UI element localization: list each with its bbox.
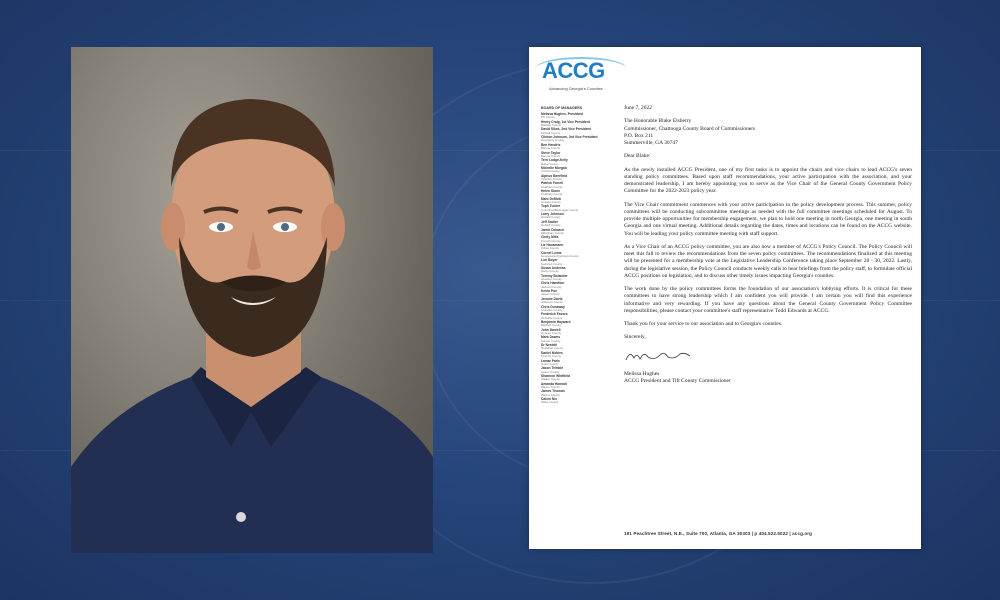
board-member-name: Chris Dunaway — [541, 304, 565, 309]
board-member-county: Mitchell County — [541, 323, 561, 328]
recipient-line: P.O. Box 211 — [624, 132, 654, 139]
board-member-name: Steve Taylor — [541, 150, 561, 155]
board-member-county: Sumter County — [541, 338, 561, 343]
signer-block — [624, 371, 912, 386]
portrait-illustration — [71, 47, 433, 553]
board-member — [541, 144, 616, 150]
board-member — [541, 221, 616, 227]
board-member — [541, 367, 616, 373]
board-member-name: Michelle Morgan — [541, 165, 567, 170]
board-member — [541, 236, 616, 242]
board-member-name: Larry Johnson — [541, 212, 564, 217]
board-member-name: Patrick Farrell — [541, 181, 563, 186]
board-member — [541, 128, 616, 134]
board-member — [541, 259, 616, 265]
logo-tagline: Advancing Georgia's Counties — [549, 86, 603, 91]
board-member-name: Frederick Favors — [541, 312, 568, 317]
board-member-name: Cornel Lewis — [541, 250, 562, 255]
paragraph: The work done by the policy committees forms the foundation of our association's lobbying efforts. It is critical for these committees to have strong leadership which I am confident you will provide. I am certain you will find this experience informative and very rewarding. If you have any questions about the General County Government Policy Committee responsibilities, please contact your committee's staff representative Todd Edwards at ACCG. — [624, 286, 912, 314]
board-member — [541, 375, 616, 381]
board-title: BOARD OF MANAGERS — [541, 106, 583, 110]
board-member-county: McDuffie County — [541, 315, 563, 320]
board-member-name: Terri Lodge-Kelly — [541, 158, 568, 163]
board-member-name: Jamie Deloach — [541, 227, 565, 232]
board-member — [541, 175, 616, 181]
letter-footer: 191 Peachtree Street, N.E., Suite 700, Atlanta, GA 30303 | p 404.522.5022 | accg.org — [624, 531, 813, 536]
board-member-name: Helen Stone — [541, 189, 561, 194]
board-member-county: Jackson County — [541, 284, 562, 289]
board-member-name: Chris Hamilton — [541, 281, 565, 286]
paragraph: Thank you for your service to our association and to Georgia's counties. — [624, 321, 783, 327]
board-member-county: Toombs County — [541, 354, 562, 359]
board-member-name: Cindy Mills — [541, 235, 559, 240]
portrait-photo — [71, 47, 433, 553]
board-member — [541, 190, 616, 196]
board-member-name: Melissa Hughes, President — [541, 112, 583, 116]
board-member-county: Lowndes County — [541, 307, 563, 312]
board-member-county: Baldwin County — [541, 123, 562, 127]
board-member-county: Carroll County — [541, 169, 560, 174]
board-member-county: Chatham County — [541, 184, 563, 189]
board-member-name: Toph Tucker — [541, 204, 561, 209]
letter-date: June 7, 2022 — [624, 105, 652, 111]
board-member-name: Calvin Nix — [541, 397, 557, 402]
board-member-county: Jefferson County — [541, 300, 563, 305]
paragraph: As a Vice Chair of an ACCG policy committee, you are also now a member of ACCG's Policy Council. The Policy Council will meet this fall to review the recommendations from the seven policy committees. The recommendations finalized at this meeting will be presented for a membership vote at the Legislative Leadership Conference taking place September 28 - 30, 2022. Lastly, during the legislative session, the Policy Council conducts weekly calls to hear briefings from the policy staff, to formulate official ACCG positions on legislation, and to discuss other timely issues impacting Georgia's counties. — [624, 243, 912, 279]
board-member-county: Rockdale County — [541, 346, 564, 351]
board-member-county: Barrow County — [541, 153, 561, 158]
board-member-name: David Sikes, 2nd Vice President — [541, 127, 591, 132]
board-member-name: Lori Boyer — [541, 258, 558, 263]
board-member-name: Dr Nesbitt — [541, 343, 557, 348]
accg-logo — [542, 58, 605, 84]
board-member-name: Lamar Paris — [541, 358, 560, 363]
board-member — [541, 167, 616, 173]
board-member-county: Houston County — [541, 277, 562, 282]
board-member-county: Bartow County — [541, 146, 560, 151]
closing: Sincerely, — [624, 334, 646, 341]
board-member-county: Effingham County — [541, 230, 564, 235]
board-member-name: Shannon Whitfield — [541, 373, 570, 378]
recipient-line: Summerville, GA 30747 — [624, 140, 678, 146]
board-member-county: Wayne County — [541, 392, 560, 397]
recipient-line: The Honorable Blake Elsberry — [624, 118, 692, 125]
board-member-name: Jerome Davis — [541, 296, 563, 301]
board-member — [541, 383, 616, 389]
board-member-county: Upson County — [541, 369, 560, 374]
board-list — [541, 113, 616, 404]
board-member-county: Burke County — [541, 161, 559, 166]
board-member-name: Clinton Johnson, 3rd Vice President — [541, 135, 598, 140]
board-member — [541, 344, 616, 350]
board-of-managers — [541, 106, 616, 406]
board-member-county: Walker County — [541, 377, 560, 382]
board-member — [541, 152, 616, 158]
board-member-county: Forsyth County — [541, 238, 561, 243]
board-member-name: Jeff Sadler — [541, 219, 558, 224]
board-member-name: Marc DeMott — [541, 196, 561, 201]
board-member-county: Gwinnett County — [541, 261, 563, 266]
board-member — [541, 267, 616, 273]
board-member — [541, 390, 616, 396]
board-member-name: Henry Craig, 1st Vice President — [541, 119, 590, 124]
board-member-county: Fulton County — [541, 246, 559, 251]
paragraph: The Vice Chair commitment commences with your active participation in the policy development process. This summer, policy committees will be conducting subcommittee meetings as needed with the full committee meetings scheduled for August. To provide multiple opportunities for membership engagement, we plan to hold one meeting in north Georgia, one meeting in south Georgia and one virtual meeting. Additional details regarding the dates, times and locations can be found on the ACCG website. You will be leading your policy committee meeting with staff support. — [624, 201, 912, 237]
board-member-county: DeKalb County — [541, 215, 561, 220]
board-member-county: Georgetown/Quitman County — [541, 253, 579, 258]
logo-text: ACCG — [542, 58, 605, 83]
signature-image — [624, 348, 912, 367]
board-member — [541, 306, 616, 312]
salutation: Dear Blake: — [624, 153, 651, 160]
board-member — [541, 298, 616, 304]
board-member-name: Alphus Beerfield — [541, 173, 568, 178]
board-member — [541, 360, 616, 366]
board-member-county: White County — [541, 400, 559, 405]
board-member-name: Benjamin Hayward — [541, 319, 571, 324]
board-member — [541, 182, 616, 188]
signer-name: Melissa Hughes — [624, 370, 660, 377]
board-member-name: Liz Hausmann — [541, 242, 564, 247]
board-member — [541, 398, 616, 404]
board-member — [541, 336, 616, 342]
board-member-county: Union County — [541, 361, 559, 366]
board-member — [541, 275, 616, 281]
recipient-line: Commissioner, Chattooga County Board of Commissioners — [624, 125, 756, 132]
board-member — [541, 121, 616, 127]
board-member-name: Kevin Poe — [541, 289, 557, 294]
board-member — [541, 321, 616, 327]
board-member-county: Tift County — [541, 115, 555, 120]
board-member-name: Ben Hendrix — [541, 142, 561, 147]
board-member-name: John Daniell — [541, 327, 561, 332]
board-member — [541, 205, 616, 211]
board-member — [541, 159, 616, 165]
board-member — [541, 290, 616, 296]
board-member — [541, 329, 616, 335]
board-member — [541, 244, 616, 250]
board-member-county: Tattnall County — [541, 130, 561, 135]
signer-title: ACCG President and Tift County Commissioner — [624, 378, 731, 384]
board-member-county: Wayne County — [541, 384, 560, 389]
board-member — [541, 113, 616, 119]
board-member-county: Dougherty County — [541, 138, 565, 143]
board-member-county: Columbus/Muscogee County — [541, 207, 579, 212]
board-member — [541, 252, 616, 258]
board-member — [541, 213, 616, 219]
board-member-name: Daniel Nobles — [541, 350, 563, 355]
board-member-county: Coweta County — [541, 200, 561, 205]
board-member — [541, 198, 616, 204]
board-member-county: DeKalb County — [541, 223, 561, 228]
board-member-name: Mark Dawes — [541, 335, 561, 340]
board-member-name: Tommy Bolander — [541, 273, 568, 278]
board-member — [541, 313, 616, 319]
board-member-name: Jason Trimble — [541, 366, 564, 371]
letter-document — [529, 47, 921, 549]
board-member — [541, 282, 616, 288]
board-member — [541, 352, 616, 358]
recipient-address — [624, 118, 912, 147]
letter-body — [624, 105, 912, 385]
board-member-county: Charlton County — [541, 176, 562, 181]
board-member-county: Jasper County — [541, 292, 560, 297]
board-member-county: Oconee County — [541, 330, 562, 335]
board-member-county: Harris County — [541, 269, 559, 274]
board-member-name: Susan Andrews — [541, 266, 566, 271]
board-member — [541, 136, 616, 142]
board-member-county: Chatham County — [541, 192, 563, 197]
board-member-name: James Thomas — [541, 389, 565, 394]
board-member — [541, 229, 616, 235]
paragraph: As the newly installed ACCG President, one of my first tasks is to appoint the chairs and vice chairs to lead ACCG's seven standing policy committees. Based upon staff recommendations, your active participation with the association, and your demonstrated leadership, I am hereby appointing you to serve as the Vice Chair of the General County Government Policy Committee for the 2022-2023 policy year. — [624, 166, 912, 195]
board-member-name: Amanda Hannah — [541, 381, 568, 386]
